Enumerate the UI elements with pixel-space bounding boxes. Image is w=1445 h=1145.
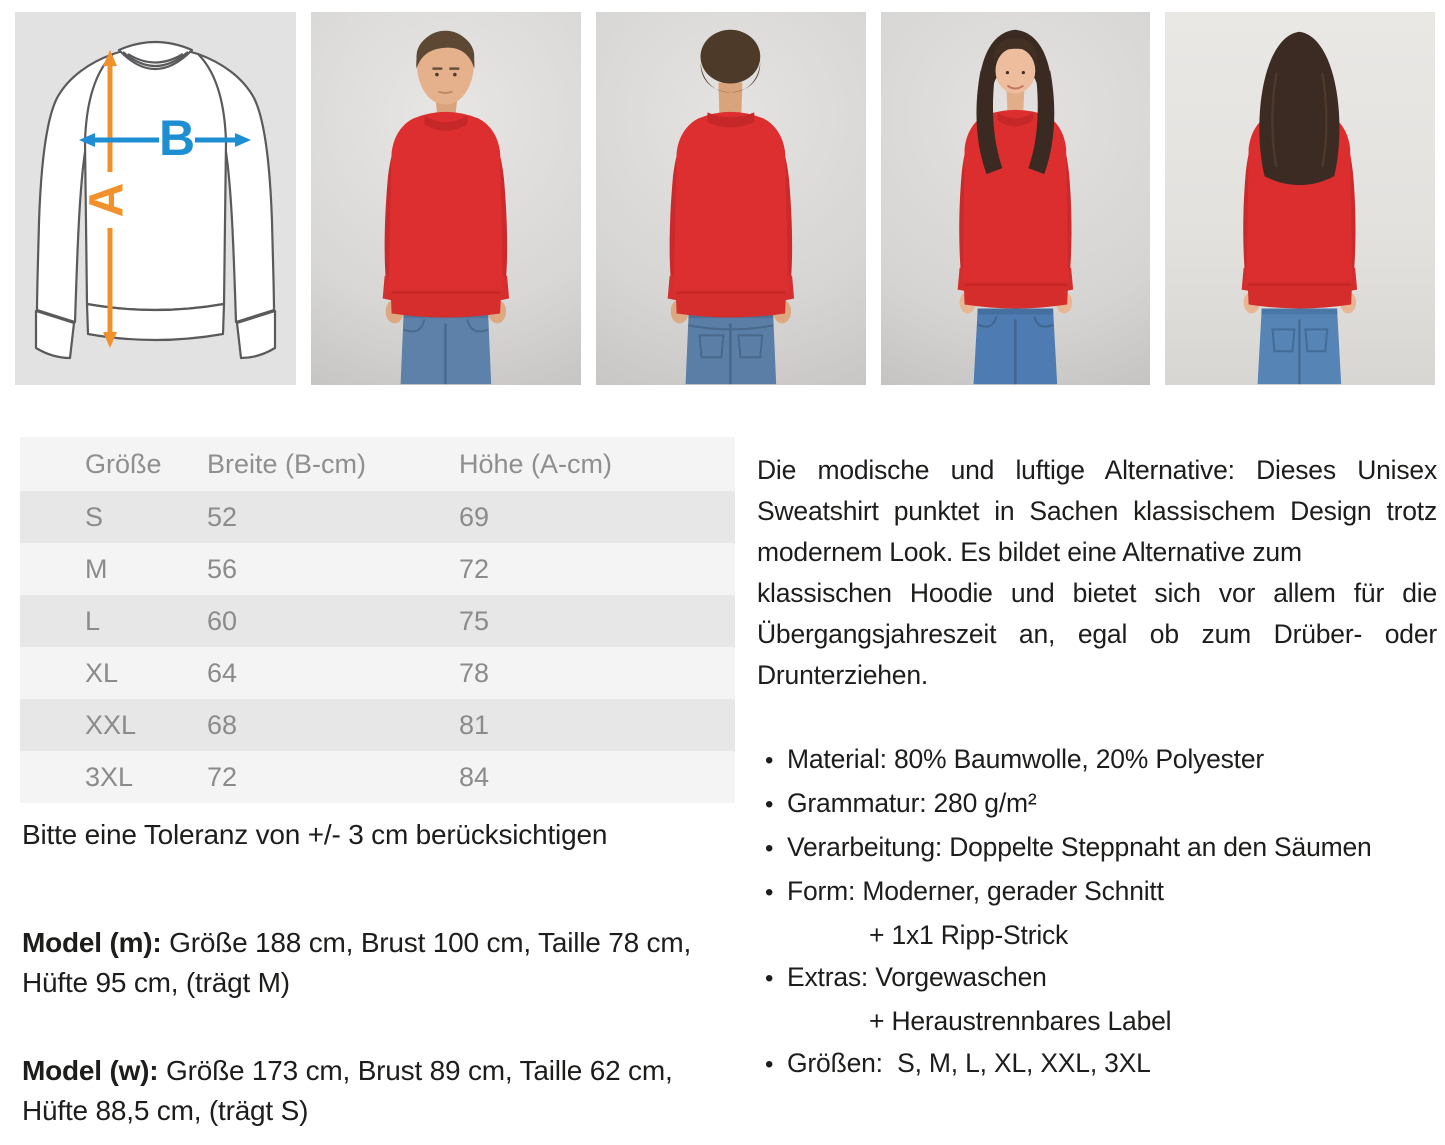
model-w-text: Größe 173 cm, Brust 89 cm, Taille 62 cm, Hüfte 88,5 cm, (trägt S) <box>22 1055 673 1126</box>
size-table-cell: 75 <box>459 605 490 636</box>
size-diagram <box>15 12 296 385</box>
bullet-icon: • <box>765 747 774 774</box>
tolerance-note: Bitte eine Toleranz von +/- 3 cm berücksichtigen <box>22 819 608 850</box>
size-table-cell: 69 <box>459 501 490 532</box>
feature-item <box>757 826 1437 870</box>
size-table-cell: 81 <box>459 709 490 740</box>
sweatshirt-measure-illustration <box>15 12 296 385</box>
size-table-cell: S <box>85 501 104 532</box>
description-line: Sweatshirt punktet in Sachen klassischem Design trotz <box>757 496 1437 526</box>
bullet-icon: • <box>765 791 774 818</box>
photo-man-front <box>311 12 581 385</box>
size-table-row <box>20 543 735 595</box>
product-description <box>757 450 1437 696</box>
man-back-illustration <box>596 12 866 385</box>
model-w-info <box>22 1051 722 1131</box>
size-table-row <box>20 647 735 699</box>
feature-item-text: Form: Moderner, gerader Schnitt <box>787 876 1164 906</box>
feature-item <box>757 738 1437 782</box>
feature-item <box>757 870 1437 914</box>
product-info-section <box>0 385 1445 1131</box>
feature-item <box>757 1042 1437 1086</box>
size-table-cell: L <box>85 605 101 636</box>
man-front-illustration <box>311 12 581 385</box>
description-line: Die modische und luftige Alternative: Dieses Unisex <box>757 455 1437 485</box>
woman-front-illustration <box>881 12 1151 385</box>
size-table-header-cell: Höhe (A-cm) <box>459 448 613 479</box>
feature-item <box>757 956 1437 1000</box>
size-table-header-cell: Größe <box>85 448 162 479</box>
size-table <box>20 437 735 803</box>
product-media-row <box>0 0 1445 385</box>
feature-item-text: Extras: Vorgewaschen <box>787 962 1047 992</box>
bullet-icon: • <box>765 965 774 992</box>
size-table-body <box>20 491 735 803</box>
size-table-header-row <box>20 437 735 491</box>
woman-back-illustration <box>1165 12 1435 385</box>
size-table-cell: 64 <box>207 657 238 688</box>
size-table-cell: M <box>85 553 108 584</box>
model-m-text: Größe 188 cm, Brust 100 cm, Taille 78 cm, Hüfte 95 cm, (trägt M) <box>22 927 692 998</box>
feature-item <box>757 782 1437 826</box>
size-table-header-cell: Breite (B-cm) <box>207 448 367 479</box>
photo-man-back <box>596 12 866 385</box>
size-table-cell: 56 <box>207 553 238 584</box>
description-line: klassischen Hoodie und bietet sich vor allem für die <box>757 578 1437 608</box>
model-m-label: Model (m): <box>22 927 162 958</box>
model-m-info <box>22 923 722 1003</box>
bullet-icon: • <box>765 1051 774 1078</box>
size-table-row <box>20 595 735 647</box>
size-table-cell: 60 <box>207 605 238 636</box>
size-table-cell: 3XL <box>85 761 134 792</box>
feature-item-text: Größen: S, M, L, XL, XXL, 3XL <box>787 1048 1151 1078</box>
feature-list <box>757 738 1437 1086</box>
size-info-column <box>20 437 735 1131</box>
size-table-cell: 78 <box>459 657 490 688</box>
size-table-row <box>20 491 735 543</box>
feature-item-extra: + 1x1 Ripp-Strick <box>869 920 1069 950</box>
size-table-cell: 72 <box>207 761 238 792</box>
model-w-label: Model (w): <box>22 1055 159 1086</box>
photo-woman-back <box>1165 12 1435 385</box>
size-table-cell: 68 <box>207 709 238 740</box>
size-table-row <box>20 699 735 751</box>
label-b: B <box>158 110 196 167</box>
size-table-cell: XXL <box>85 709 137 740</box>
description-line: Drunterziehen. <box>757 660 929 690</box>
feature-item-text: Verarbeitung: Doppelte Steppnaht an den Säumen <box>787 832 1372 862</box>
label-a: A <box>80 182 134 218</box>
feature-item-text: Material: 80% Baumwolle, 20% Polyester <box>787 744 1264 774</box>
feature-item-text: Grammatur: 280 g/m² <box>787 788 1037 818</box>
description-line: Übergangsjahreszeit an, egal ob zum Drüber- oder <box>757 619 1437 649</box>
photo-woman-front <box>881 12 1151 385</box>
bullet-icon: • <box>765 879 774 906</box>
feature-item-extra: + Heraustrennbares Label <box>869 1006 1172 1036</box>
size-table-cell: 84 <box>459 761 490 792</box>
size-table-cell: XL <box>85 657 119 688</box>
bullet-icon: • <box>765 835 774 862</box>
description-line: modernem Look. Es bildet eine Alternative zum <box>757 537 1302 567</box>
size-table-cell: 52 <box>207 501 238 532</box>
size-table-cell: 72 <box>459 553 490 584</box>
description-column <box>757 437 1437 1131</box>
size-table-row <box>20 751 735 803</box>
